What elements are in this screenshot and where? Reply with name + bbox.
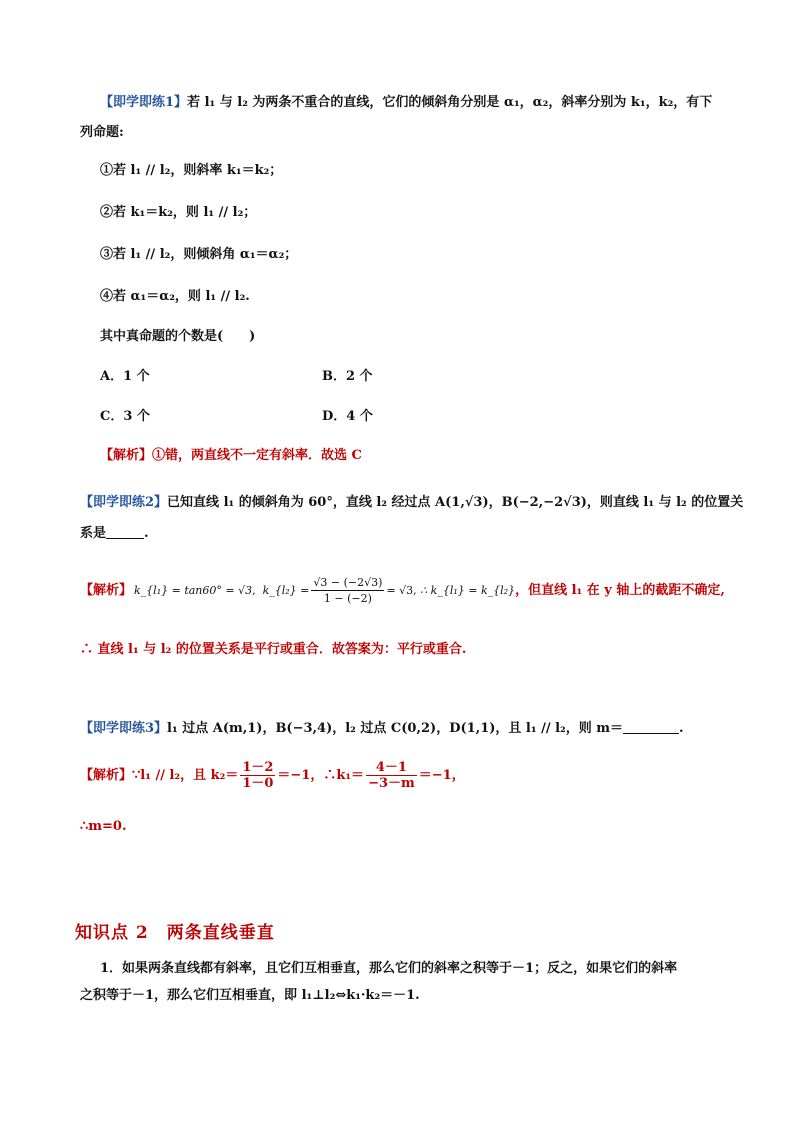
ex3-stem: [80, 720, 684, 738]
ex1-proposition-1: ①若 l₁ // l₂，则斜率 k₁＝k₂；: [100, 163, 283, 178]
ex1-question: 其中真命题的个数是( ): [100, 329, 256, 344]
ex2-analysis-line1: 【解析】 k_{l₁} = tan60° = √3 , k_{l₂} = $\frac{√3 - (-2√3)}{1 - (-2)}$ = √3 , ∴ k_{l₁} = k_{l₂} ，但直线 l₁ 在 y 轴上的截距不确定,: [80, 576, 725, 605]
ex1-stem-line2: 列命题:: [80, 125, 124, 140]
ex2-answer-blank[interactable]: [106, 525, 144, 539]
ex3-analysis-tag: 【解析】: [80, 767, 133, 783]
ex2-k2-numerator: √3 − (−2√3): [313, 576, 383, 589]
ex3-result: ∴m=0.: [80, 819, 127, 834]
ex3-tag: 【即学即练3】: [80, 721, 168, 736]
ex1-analysis-text: ①错，两直线不一定有斜率．故选 C: [152, 448, 362, 463]
ex2-conclusion: ∴ 直线 l₁ 与 l₂ 的位置关系是平行或重合．故答案为：平行或重合.: [80, 642, 467, 657]
ex2-analysis-rest: ，但直线 l₁ 在 y 轴上的截距不确定,: [515, 582, 725, 598]
ex2-k2-lhs: k_{l₂} =: [262, 583, 310, 597]
ex1-proposition-3: ③若 l₁ // l₂，则倾斜角 α₁＝α₂；: [100, 247, 298, 262]
ex1-proposition-4: ④若 α₁＝α₂，则 l₁ // l₂.: [100, 289, 250, 304]
ex1-option-d: D．4 个: [322, 409, 373, 424]
ex1-option-b: B．2 个: [322, 369, 373, 384]
ex2-tag: 【即学即练2】: [80, 495, 168, 510]
ex2-analysis-tag: 【解析】: [80, 582, 133, 598]
section-paragraph-line1: 1．如果两条直线都有斜率，且它们互相垂直，那么它们的斜率之积等于－1；反之，如果它们的斜率: [100, 961, 678, 976]
ex3-analysis-prefix: ∵l₁ // l₂，且 k₂＝: [132, 767, 239, 783]
ex2-therefore-eq: ∴ k_{l₁} = k_{l₂}: [420, 583, 516, 597]
ex2-k1-formula: k_{l₁} = tan60° = √3: [134, 583, 253, 597]
ex3-k1-denominator: −3－m: [368, 776, 415, 791]
ex3-answer-blank[interactable]: [623, 720, 679, 734]
ex2-k2-denominator: 1 − (−2): [323, 592, 372, 605]
ex2-stem-line2: [80, 525, 149, 543]
ex1-analysis: [100, 447, 362, 465]
ex3-k1-numerator: 4－1: [366, 760, 417, 776]
ex3-k1-fraction: [366, 760, 417, 791]
ex2-stem-line2-text: 系是: [80, 526, 107, 541]
section-title: 知识点 2 两条直线垂直: [75, 923, 275, 943]
ex3-stem-end: .: [679, 721, 684, 736]
ex2-stem-line1: [80, 494, 743, 512]
ex2-stem-text: 已知直线 l₁ 的倾斜角为 60°，直线 l₂ 经过点 A(1,√3)，B(−2,−2√3)，则直线 l₁ 与 l₂ 的位置关: [167, 495, 744, 510]
ex3-k2-fraction: [240, 760, 275, 791]
ex3-k2-denominator: 1－0: [242, 776, 274, 791]
ex3-k2-numerator: 1－2: [242, 760, 274, 775]
ex1-option-a: A．1 个: [100, 369, 150, 384]
ex2-k2-rhs: = √3: [386, 583, 414, 597]
ex1-analysis-tag: 【解析】: [100, 448, 153, 463]
ex2-stem-line2-end: .: [144, 526, 149, 541]
ex3-analysis-line1: [80, 760, 465, 791]
section-paragraph-line2: 之积等于－1，那么它们互相垂直，即 l₁⊥l₂⇔k₁·k₂＝－1.: [80, 988, 420, 1003]
ex1-stem-text: 若 l₁ 与 l₂ 为两条不重合的直线，它们的倾斜角分别是 α₁，α₂，斜率分别为 k₁，k₂，有下: [187, 95, 713, 110]
ex1-stem-line1: [100, 94, 712, 112]
ex2-k2-fraction: [311, 575, 384, 606]
ex1-proposition-2: ②若 k₁＝k₂，则 l₁ // l₂；: [100, 205, 257, 220]
ex1-tag: 【即学即练1】: [100, 95, 188, 110]
ex1-option-c: C．3 个: [100, 409, 150, 424]
ex3-k1-rhs: ＝−1，: [418, 767, 465, 783]
ex3-stem-text: l₁ 过点 A(m,1)，B(−3,4)，l₂ 过点 C(0,2)，D(1,1)，且 l₁ // l₂，则 m＝: [167, 721, 624, 736]
ex3-k2-rhs: ＝−1，∴k₁＝: [277, 767, 365, 783]
